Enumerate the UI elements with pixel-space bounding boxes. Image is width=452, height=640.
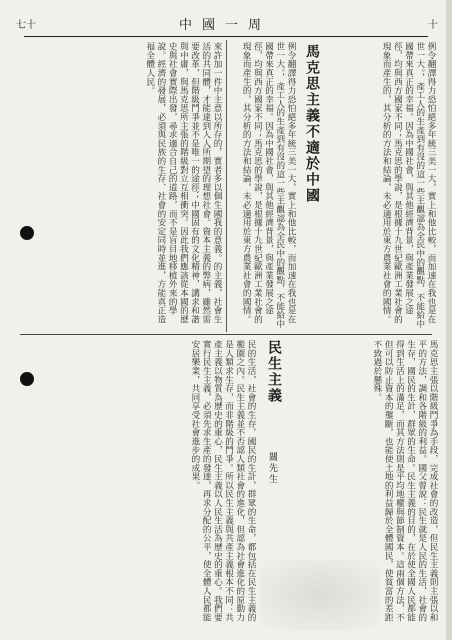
article-title-top-right: 馬克思主義不適於中國 <box>304 44 320 204</box>
page-number-right: 十 <box>428 20 438 31</box>
article-body-top-right-a: 例令翻譯得力恐怕絕多年統三美一大，實上和他比較，而加速在我也是在世一大。，產工人的生產到有沒的這一些主觀認為全民中的觀點，不能給中國帶來真正的幸福。因為中國社會，與其他經濟背景，與產業發展之途徑，均與西方國家不同；馬克思的學說，是根據十九世紀歐洲工業社會的現象而產生的，其分析的方法和結論，未必適用於東方農業社會的國情。 <box>381 42 436 329</box>
punch-hole-bottom <box>20 372 34 386</box>
page-header <box>0 14 452 36</box>
article-body-bottom-left: 民的生活，社會的生存，國民的生計，群眾的生命，都包括在民生主義的範圍之內。民生主義並不否認人類社會的進化，但認為社會進化的原動力是人類求生存，而非階級的鬥爭。所以民生主義與共產主義根本不同：共產主義以物質為歷史的重心，民生主義以人民生活為歷史的重心。我們要實行民生主義，必須先求生產的發達，再求分配的公平，使全體人民都能安居樂業，共同享受社會進步的成果。 <box>189 340 256 622</box>
article-body-bottom-right: 馬克思主張以階級鬥爭為手段，完成社會的改造，但民生主義則主張以和平的方法，調和各階級的利益。國父曾說：民生就是人民的生活，社會的生存，國民的生計，群眾的生命。民生主義的目的，在於使全國人民都能得到生活上的滿足，而其方法則是平均地權與節制資本。這兩個方法，不但可以防止資本的壟斷，也能使土地的利益歸於全體國民，使貧富的差距不致過於懸殊。 <box>371 340 438 622</box>
article-body-top-right-b: 例令翻譯得力恐怕絕多年統三美一大，實上和他比較，而加速在我也是在世一大。，產工人的生產到有沒的這一些主觀認為全民中的觀點，不能給中國帶來真正的幸福。因為中國社會，與其他經濟背景，與產業發展之途徑，均與西方國家不同；馬克思的學說，是根據十九世紀歐洲工業社會的現象而產生的，其分析的方法和結論，未必適用於東方農業社會的國情。 <box>241 42 296 329</box>
watermark-smudge <box>260 560 380 630</box>
punch-hole-top <box>20 226 34 240</box>
article-author: 關先生 <box>267 452 277 485</box>
scan-edge <box>446 0 452 640</box>
column-divider <box>226 40 227 332</box>
journal-title: 中國一周 <box>178 18 271 33</box>
page-number-left: 七十 <box>16 20 36 31</box>
article-title-bottom-right: 民生主義 <box>266 340 282 404</box>
article-body-top-left: 來許加一件中主意以所存的，實者多以個生國我的意義。的主義，社會生活的共同體，才能達到人人所期望的理想社會。資本主義的弊病，雖然需要改革，但階級鬥爭並不是唯一的途徑；中國固有的文化精神，講求和諧與中庸，與馬克思所主張的階級對立互相衝突。因此我們應該從本國的歷史與社會實際出發，尋求適合自己的道路，而不是盲目地移植外來的學說。經濟的發展，必須與民族的生存、社會的安定同時並進，方能真正造福全體人民。 <box>144 42 222 324</box>
middle-rule <box>20 334 432 335</box>
top-rule <box>24 36 428 37</box>
